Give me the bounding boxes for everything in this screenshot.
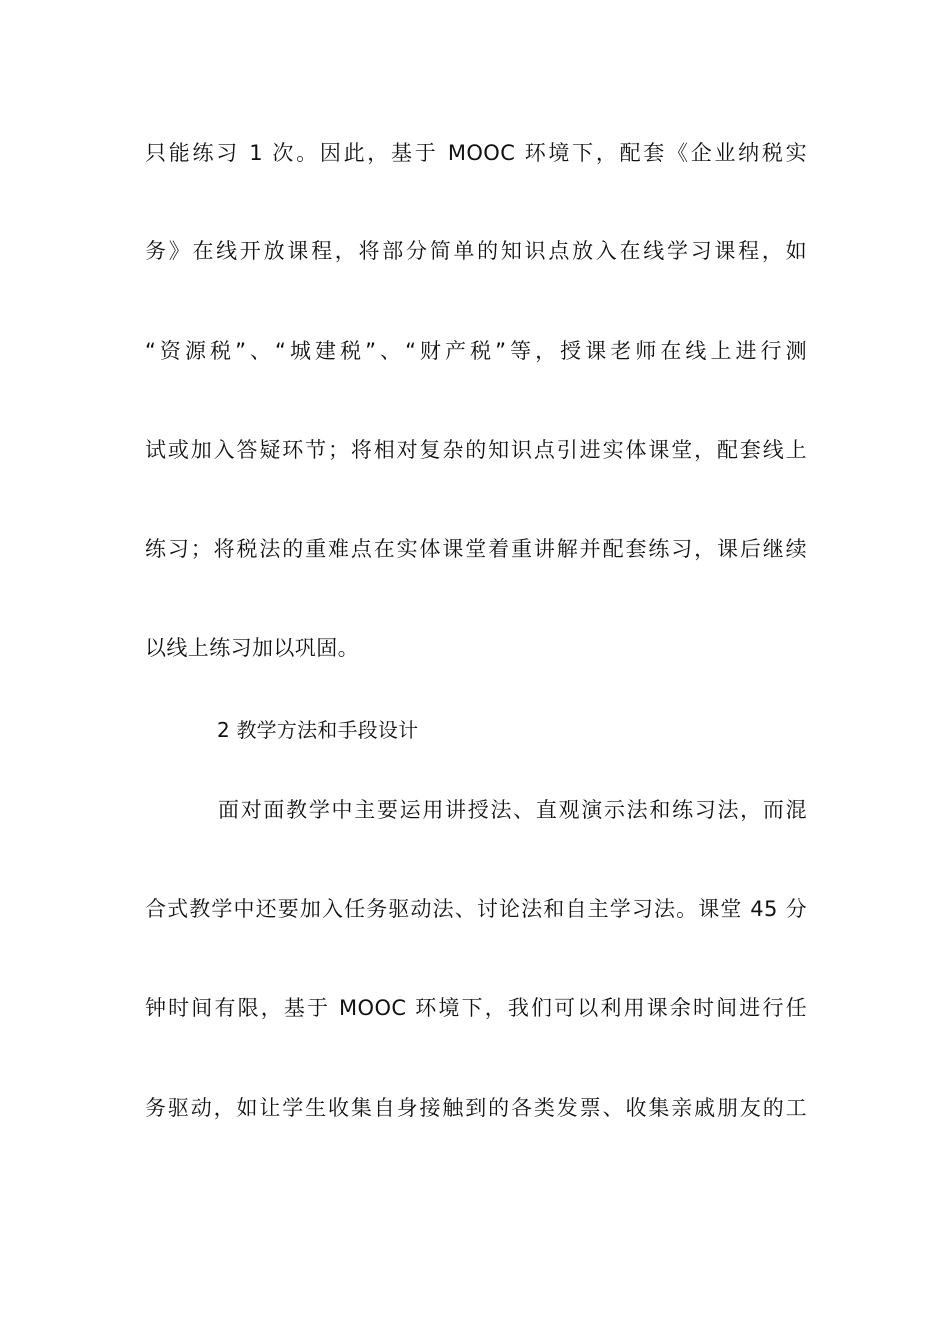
section-heading: 2 教学方法和手段设计 xyxy=(217,718,419,742)
paragraph-line: 练习；将税法的重难点在实体课堂着重讲解并配套练习，课后继续 xyxy=(145,537,807,561)
paragraph-line: 面对面教学中主要运用讲授法、直观演示法和练习法，而混 xyxy=(218,798,807,822)
paragraph-line: 务》在线开放课程，将部分简单的知识点放入在线学习课程，如 xyxy=(145,239,807,263)
paragraph-line: 只能练习 1 次。因此，基于 MOOC 环境下，配套《企业纳税实 xyxy=(145,141,807,165)
paragraph-line: 务驱动，如让学生收集自身接触到的各类发票、收集亲戚朋友的工 xyxy=(145,1096,807,1120)
paragraph-line: “资源税”、“城建税”、“财产税”等，授课老师在线上进行测 xyxy=(145,339,807,363)
paragraph-line: 试或加入答疑环节；将相对复杂的知识点引进实体课堂，配套线上 xyxy=(145,438,807,462)
paragraph-line: 合式教学中还要加入任务驱动法、讨论法和自主学习法。课堂 45 分 xyxy=(145,897,807,921)
paragraph-line: 以线上练习加以巩固。 xyxy=(145,636,359,660)
paragraph-line: 钟时间有限，基于 MOOC 环境下，我们可以利用课余时间进行任 xyxy=(145,996,807,1020)
